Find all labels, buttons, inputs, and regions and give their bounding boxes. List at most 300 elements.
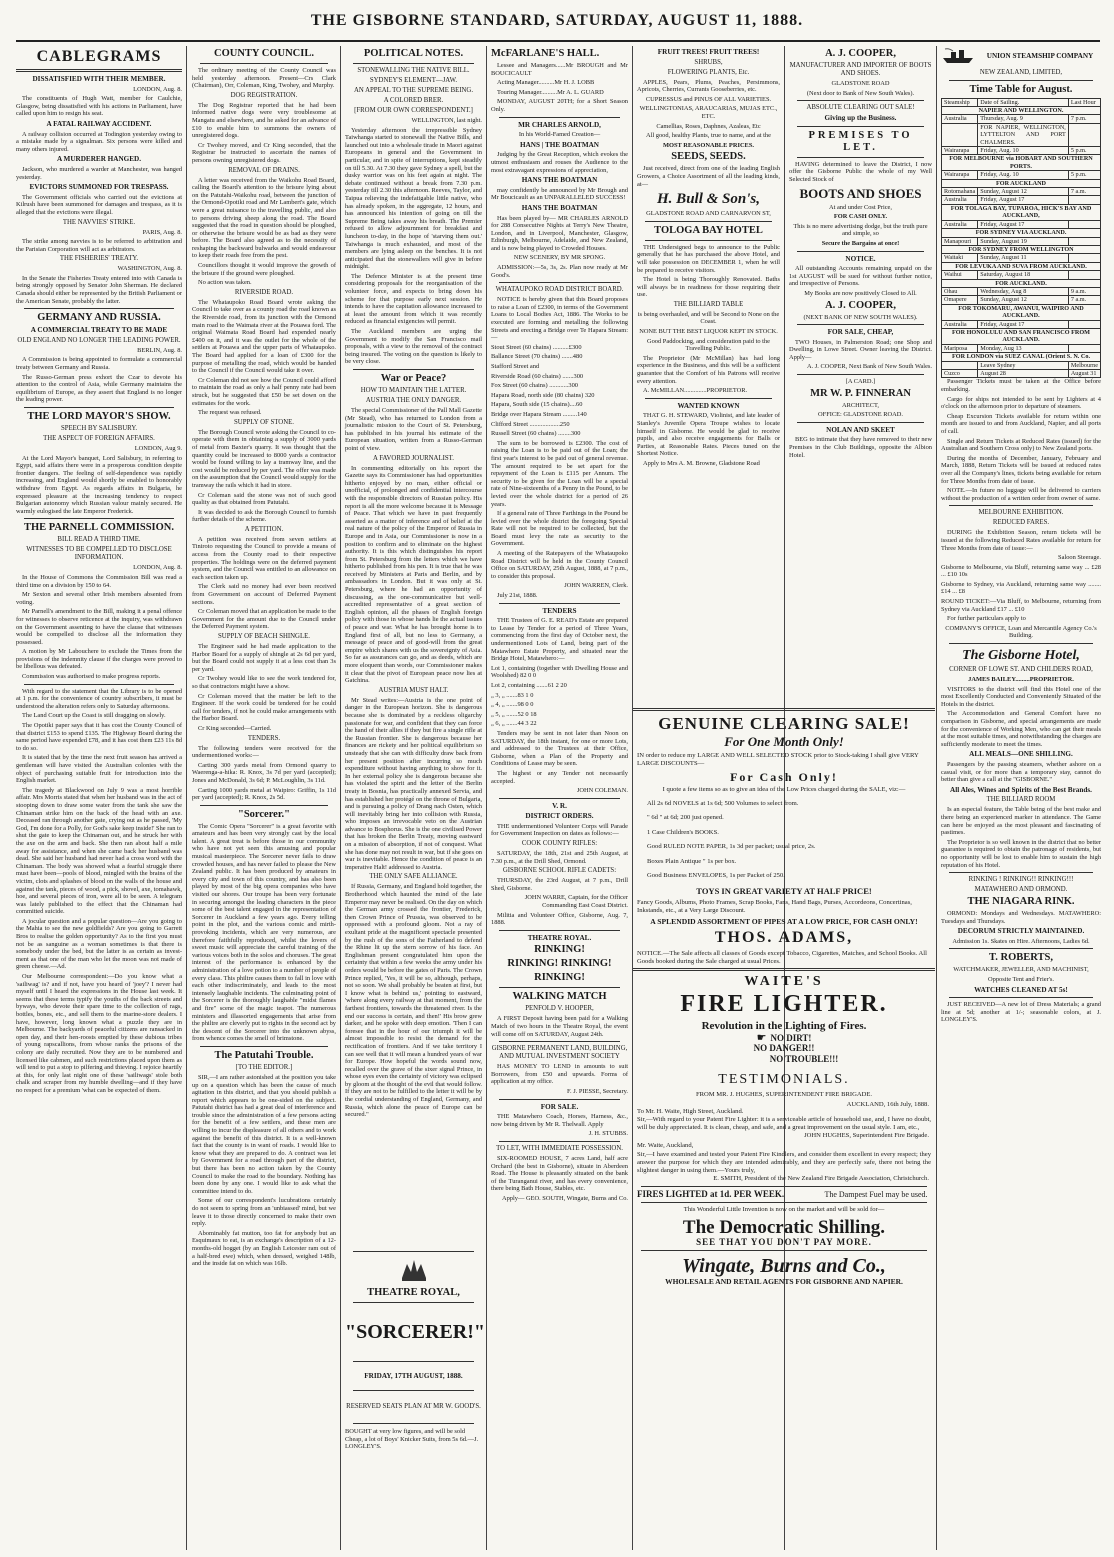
headline: A PETITION. <box>244 525 284 533</box>
divider <box>16 69 182 72</box>
paragraph: THURSDAY, the 23rd August, at 7 p.m., Drill Shed, Gisborne. <box>491 877 628 892</box>
paragraph: In commenting editorially on his report the Gazette says its Commissioner has had opportunities hitherto enjoyed by no man, either official or unofficial, of prolonged and confidential intercourse with the responsible directors of Russian policy. His report is all the more welcome because it is Message of Peace. That which we have in past frequently asserted as a matter of inference and of belief at the real nature of the policy of the Emperor of Russia in Europe and in Asia, our Commissioner is now in a position to confirm and to eliminate on the highest authority. It is this which distinguishes his report from St. Petersburg from the letters which we have hitherto published from his pen. It is true that he was received by Ministers at Paris and Berlin, and by ambassadors in London. But it was only at St. Petersburg, where he had an opportunity of discussing, as the one-communicative but well-accredited representative of a great section of English opinion, all the phases of English foreign policy with those in whose hands lie the actual issues of peace and war. What he has brought home is to England first of all, but no less to Germany, a message of peace and of good-will from the great empire which shares with us the sovereignty of Asia. So far as assurances can go, and as deeds, which are more eloquent than words, our Commissioner makes it clear that the pivot of European peace now lies at Gatchina. <box>345 464 482 685</box>
column-rule <box>340 46 341 1550</box>
table-cell: Waihui <box>942 271 978 279</box>
headline: WITNESSES TO BE COMPELLED TO DISCLOSE INFORMATION. <box>26 546 172 562</box>
divider <box>797 157 924 158</box>
paragraph: Our Melbourne correspondent:—Do you know what a 'sailiwag' is? and if not, have you heard of 'joey'? I never had myself until I heard the expressions in the House last week. It seems that these terms typify the youths of the back streets and byways, who devote their spare time to the collection of rags, bottles, bones, etc., and sell them to the marine-store dealers. I have, however, long known what a puzzle they are in Melbourne. The backyards of peaceful citizens are ransacked in open day, and their hen-roosts emptied by these dubious tribes of young rapscallions, from whose ranks the prisons of the colony are daily recruited. Now they are to be numbered and licensed like cabmen, and such restrictions placed upon them as will tend to put a stop to pilfering and thieving. I rejoice heartily at this, for only last night one of these 'sailiwags' stole both chalk and scraper from my humble dwelling—and if they have no respect for a premium 'what can be expected of them. <box>16 973 182 1094</box>
paragraph: The Land Court up the Coast is still dragging on slowly. <box>22 712 166 720</box>
paragraph: For further particulars apply to <box>947 615 1026 623</box>
fires-lighted-line <box>637 1188 931 1199</box>
divider <box>499 1141 620 1142</box>
masthead <box>0 0 1114 40</box>
table-cell <box>1068 320 1100 328</box>
signature: A. J. COOPER, Next Bank of New South Wales. <box>806 363 932 371</box>
table-row <box>942 123 1101 146</box>
masthead-title: THE GISBORNE STANDARD, SATURDAY, AUGUST 11, 1888. <box>310 12 804 29</box>
divider <box>24 684 174 685</box>
text-line: [A CARD.] <box>845 378 876 386</box>
steamship-icon <box>941 46 975 67</box>
signature: Apply— GEO. SOUTH, Wingate, Burns and Co. <box>501 1194 628 1202</box>
paragraph: Passengers by the passing steamers, whether ashore on a casual visit, or for more than a temporary stay, cannot do better than give a call at the "GISBORNE." <box>941 760 1101 784</box>
headline: RINKING! <box>534 944 585 956</box>
timetable <box>941 98 1101 379</box>
table-row <box>942 328 1101 344</box>
table-header: Steamship <box>942 98 978 106</box>
table-row <box>942 279 1101 287</box>
text-line: is being overhauled, and will be Second to None on the Coast. <box>637 310 780 326</box>
divider <box>353 1361 474 1362</box>
dateline: LONDON, Aug 9. <box>134 445 182 452</box>
paragraph: NOTICE is hereby given that this Board proposes to raise a Loan of £2300, in terms of the Government Loans to Local Bodies Act, 1886. The Works to be executed are forming and metalling the following Streets and erecting a Bridge over Te Hapara Stream:— <box>491 296 628 342</box>
table-row <box>942 353 1101 361</box>
text-line: MONDAY, AUGUST 20TH; for a Short Season Only. <box>491 98 628 113</box>
paragraph: THAT G. H. STEWARD, Violinist, and late leader of Stanley's Juvenile Opera Troupe wishes to locate himself in Gisborne. He would be glad to receive pupils, and also receive engagements for Balls or Parties, at Reasonable Rates. Pieces tuned on the Shortest Notice. <box>637 412 780 458</box>
section-title: POLITICAL NOTES. <box>363 48 464 59</box>
table-cell: Wednesday, Aug 8 <box>978 287 1069 295</box>
paragraph: If a general rate of Three Farthings in the Pound be levied over the whole district the foregoing Special Rate will not be required to be collected, but the Board must levy the rate as security to the Government. <box>491 510 628 548</box>
signature: F. J. PIESSE, Secretary. <box>566 1087 628 1095</box>
paragraph: Sir,—I have examined and tested your Patent Fire Kindlers, and consider them excellent in every respect; they answer the purpose for which they are intended admirably, and they are perfectly safe, there not being the slightest danger in using them.—Yours truly, <box>637 1151 931 1174</box>
headline: WALKING MATCH <box>512 991 607 1003</box>
fares-list <box>941 564 1101 614</box>
headline: RINKING! <box>534 972 585 984</box>
headline: H. Bull & Son's, <box>657 191 760 208</box>
column-theatre-notices <box>491 46 628 1550</box>
headline: ALL MEALS—ONE SHILLING. <box>969 750 1073 759</box>
text-line: (Next door to Bank of New South Wales). <box>806 89 915 97</box>
sale-item: Good RULED NOTE PAPER, 1s 3d per packet; usual price, 2s. <box>647 843 816 851</box>
text-line: GLADSTONE ROAD <box>831 80 890 87</box>
paragraph: Cheap Excursion Tickets available for return within one month are issued to and from Auckland, Napier, and all ports of call. <box>941 412 1101 435</box>
paragraph: BEG to intimate that they have removed to their new Premises in the Club Buildings, opposite the Albion Hotel. <box>789 436 932 459</box>
paragraph: may confidently be announced by Mr Brough and Mr Boucicault as an UNPARALLELED SUCCESS! <box>491 186 628 202</box>
headline: Time Table for August. <box>969 83 1073 95</box>
divider <box>797 100 924 101</box>
table-cell: 5 p.m. <box>1068 171 1100 179</box>
divider <box>645 240 772 241</box>
paragraph: If Russia, Germany, and England hold together, the Brotherhood which haunted the mind of the late Emperor may never be realised. On the day on which the German army crossed the frontier, Frederick, then Crown Prince of Prussia, was observed to be oppressed with a profound gloom. Not a ray of exultant pride at the magnificent spectacle presented by the rush of the sons of the Fatherland to defend the Rhine lit up the stern sorrow of his face. An Englishman present congratulated him upon the certainty that within a few weeks the army under his orders would be before the gates of Paris. The Crown Prince replied, 'Yes, it will be so, although, perhaps, not so soon. We shall probably be beaten at first, but I know what is behind us,' pointing to eastward, 'where along every railway at that moment, from the farthest frontiers, towards the threatened river. Is the end our success is certain, and then!' His brow grew darker, and he spoke with deep emotion. 'Then I can foresee that in the hour of our triumph it will be almost impossible to resist the demand for the rectification of frontiers. And if we take territory I can see well that it will mean a hundred years of war for Europe. How hopeful the words sound now, recalled over the grave of the sixer signal Prince, in whose eyes even the certainty of victory was eclipsed by gloom at the thought of the evil that would follow. If they are not to be fulfilled to the letter it will be by the cordial understanding of England, Germany, and Russia, which alone the peace of Europe can be secured." <box>345 883 483 1119</box>
text-line: (NEXT BANK OF NEW SOUTH WALES). <box>803 313 918 321</box>
table-cell: Waitaki <box>942 254 978 262</box>
paragraph: Cargo for ships not intended to be sent by Lighters at 4 o'clock on the afternoon prior to departure of steamers. <box>941 395 1101 411</box>
table-row <box>942 237 1101 245</box>
text-line: Good Paddocking, and consideration paid to the Travelling Public. <box>647 337 770 353</box>
paragraph: Carting 1000 yards metal at Waipiro: Griffin, 1s 11d per yard (accepted); R. Knox, 2s 5d. <box>192 786 336 802</box>
paragraph: In the House of Commons the Commission Bill was read a third time on a division by 150 to 64. <box>16 573 182 589</box>
table-cell: Australia <box>942 220 978 228</box>
table-cell: Friday, Aug. 10 <box>978 171 1069 179</box>
lot-item: Lot 2, containing .......61 2 20 <box>491 681 567 689</box>
paragraph: SIR,—I am rather astonished at the position you take up on a question which has been the cause of much agitation in this district, and that you should publish a report which appears to be one-sided on the subject. Patutahi district has had a great deal of interference and trouble since the administration of a few persons acting for the benefit of a few settlers, and these men are willing to incur the displeasure of all others and to work against the benefit of this district. It is a well-known fact that the county is in want of roads. I would like to know what they are prepared to do. A contract was let by Government for a road through part of the district, but there has been no action taken by the County Council to make the road to the boundary. Nothing has been done by any one. I would like to ask what the committee intend to do. <box>192 1073 336 1195</box>
lot-item: „ 5, „ .......52 0 18 <box>491 710 537 718</box>
headline: A. J. COOPER, <box>825 299 896 311</box>
paragraph: A jocular question and a popular question—Are you going to the Mahia to see the new goldfields? Are you going to Garrett Bros to realise the golden opportunity? As to the first you must not be as sanguine as a woman sometimes is that there is somebody under the bed, but the latter is as certain as invest-ment as that one of the man who let the moon was not made of green cheese.—Ad. <box>16 917 182 971</box>
signature: J. H. STUBBS. <box>588 1130 628 1138</box>
paragraph: IN order to reduce my LARGE AND WELL SELECTED STOCK prior to Stock-taking I shall give VERY LARGE DISCOUNTS— <box>637 752 919 767</box>
text-line: MOST REASONABLE PRICES. <box>663 141 754 149</box>
divider <box>641 1250 927 1251</box>
table-cell: Wairarapa <box>942 171 978 179</box>
headline: THE NAVVIES' STRIKE. <box>62 218 136 226</box>
paragraph: This Wonderful Little Invention is now on the market and will be sold for— <box>683 1206 885 1214</box>
headline: DISSATISFIED WITH THEIR MEMBER. <box>32 75 166 83</box>
table-cell: Sunday, August 19 <box>978 237 1069 245</box>
headline: Giving up the Business. <box>824 114 897 123</box>
table-cell: Sunday, August 12 <box>978 188 1069 196</box>
divider <box>645 398 772 399</box>
paragraph: ORMOND: Mondays and Wednesdays. MATAWHERO: Tuesdays and Thursdays. <box>941 910 1101 925</box>
dateline: WELLINGTON, last night. <box>411 117 482 124</box>
table-cell: Rotomahana <box>942 188 978 196</box>
column-county-council <box>192 46 336 1550</box>
divider <box>353 1251 474 1252</box>
divider <box>633 968 935 971</box>
paragraph: Cr Twohey moved, and Cr King seconded, that the Registrar be instructed to ascertain the names of persons owning unregistered dogs. <box>192 141 336 164</box>
paragraph: With regard to the statement that the Library is to be opened at 1 p.m. for the convenience of country subscribers, it must be understood the alteration refers only to Saturday afternoons. <box>16 687 182 710</box>
signature: A. McMILLAN..............PROPRIETOR. <box>643 387 748 395</box>
table-cell: Thursday, Aug. 9 <box>978 115 1069 123</box>
paragraph: Is an especial feature, the Table being of the best make and there being an experienced marker in attendance. The Game can here be enjoyed as the most pleasant and fascinating of pastimes. <box>941 806 1101 837</box>
paragraph: A railway collision occurred at Todington yesterday owing to a mistake made by a signalman. Six persons were killed and many others injured. <box>16 130 182 153</box>
headline: TENDERS. <box>247 734 281 742</box>
paragraph: Tenders may be sent in not later than Noon on SATURDAY, the 18th instant, for one or more Lots, and addressed to the Trustees at their Office, Gisborne, when a Plan of the Property and Conditions of Lease may be seen. <box>491 729 628 768</box>
paragraph: THE undermentioned Volunteer Corps will Parade for Government Inspection on dates as follows:— <box>491 822 628 838</box>
headline: TENDERS <box>542 606 577 615</box>
sale-item: 1 Case Children's BOOKS. <box>647 828 719 836</box>
headline: TOYS IN GREAT VARIETY AT HALF PRICE! <box>696 886 872 897</box>
divider <box>633 708 935 711</box>
headline: COOK COUNTY RIFLES: <box>521 840 598 848</box>
headline: REDUCED FARES. <box>992 519 1050 527</box>
headline: BILL READ A THIRD TIME. <box>57 536 141 544</box>
column-cooper-ads <box>789 46 932 701</box>
headline: THE ASPECT OF FOREIGN AFFAIRS. <box>43 435 155 442</box>
headline: AUSTRIA THE ONLY DANGER. <box>365 397 462 404</box>
paragraph: The Engineer said he had made application to the Harbor Board for a supply of shingle at 2s 6d per yard, but the Board could not supply it at a less cost than 3s per yard. <box>192 643 336 673</box>
signature: JOHN WARREN, Clerk. <box>564 582 628 590</box>
headline: THEATRE ROYAL, <box>367 1286 460 1298</box>
headline: THEATRE ROYAL. <box>527 933 592 942</box>
text-line: NEW SCENERY, BY MR SPONG. <box>513 254 606 262</box>
route-heading: FOR SYDNEY FROM WELLINGTON <box>942 245 1101 253</box>
headline: AUSTRIA MUST HALT. <box>378 686 449 694</box>
paragraph: The Defence Minister is at the present time considering proposals for the reorganisation of the volunteer force, and expects to bring down his scheme for that purpose early next session. He intends to have the capitation allowance increased to at least the amount from which it was recently reduced as financial exigencies will permit. <box>345 272 482 326</box>
headline: STONEWALLING THE NATIVE BILL. <box>357 67 470 74</box>
table-row <box>942 171 1101 179</box>
table-cell: 9 a.m. <box>1068 287 1100 295</box>
paragraph: Judging by the Great Reception, which evokes the utmost enthusiasm and rouses the Audience to the most extravagant expressions of appreciation, <box>491 151 628 174</box>
paragraph: The Opotiki paper says that it has cost the County Council of that district £153 to spend £135. The Highway Board during the same period have expended £78, and it has cost them £23 11s 8d to do so. <box>16 722 182 752</box>
fire-lighter-ad <box>633 965 935 1550</box>
text-line: At and under Cost Price, <box>828 203 892 211</box>
headline: All Ales, Wines and Spirits of the Best Brands. <box>950 785 1092 794</box>
column-shipping <box>941 46 1101 1550</box>
table-cell: Leave Sydney <box>978 361 1069 369</box>
table-cell <box>1068 237 1100 245</box>
table-header: Date of Sailing. <box>978 98 1069 106</box>
paragraph: HAVING determined to leave the District, I now offer the Gisborne Public the whole of my Well Selected Stock of <box>789 160 932 183</box>
paragraph: Apply to Mrs A. M. Browne, Gladstone Road <box>643 459 760 467</box>
table-cell <box>1068 271 1100 279</box>
sale-item: Good Business ENVELOPES, 1s per Packet of 250. <box>647 871 785 879</box>
slogan: NO DIRT! <box>770 1033 812 1043</box>
table-cell: Saturday, August 18 <box>978 271 1069 279</box>
headline: THE PARNELL COMMISSION. <box>23 522 175 534</box>
divider <box>499 1099 620 1100</box>
divider <box>641 1186 927 1187</box>
divider <box>797 251 924 252</box>
headline: WAITE'S <box>744 974 824 989</box>
section-title: McFARLANE'S HALL. <box>491 48 600 59</box>
table-cell: Australia <box>942 320 978 328</box>
paragraph: Commission was authorised to make progress reports. <box>22 673 161 681</box>
dateline: BERLIN, Aug. 8. <box>137 346 182 354</box>
paragraph: Jackson, who murdered a warder at Manchester, was hanged yesterday. <box>16 165 182 181</box>
table-row <box>942 262 1101 270</box>
section-title-cablegrams: CABLEGRAMS <box>36 48 162 65</box>
headline: ABSOLUTE CLEARING OUT SALE! <box>806 104 915 112</box>
signature: JOHN WARRE, Captain, for the Officer Commanding East Coast District. <box>524 894 628 910</box>
sale-item: " 6d " at 6d; 200 just opened. <box>647 814 724 822</box>
paragraph: In the Senate the Fisheries Treaty entered into with Canada is being strongly opposed by Senator John Sherman. He declared Canada should either be represented by the British Parliament or the American Senate, probably the latter. <box>16 274 182 305</box>
paragraph: The Clerk said no money had ever been received from Government on account of Deferred Payment sections. <box>192 583 336 606</box>
headline: Wingate, Burns and Co., <box>682 1254 886 1277</box>
table-row <box>942 204 1101 220</box>
text-line: WHOLESALE AND RETAIL AGENTS FOR GISBORNE AND NAPIER. <box>665 1276 903 1286</box>
paragraph: To Mr. H. Waite, High Street, Auckland. <box>637 1108 744 1116</box>
headline: FIRE LIGHTER. <box>680 991 888 1017</box>
paragraph: The Whataupoko Road Board wrote asking the Council to take over as a county road the road known as the Riverside road, from its junction with the Ormond main road to the Waimata river at the Pouawa ford. The original Waimata Road Board had expended nearly £400 on it, and it was the outlet for the whole of the settlers at Pouawa and the upper parts of Whataupoko. The Board had applied for a loan of £300 for the purpose of metalling the road, which would be handed to the Council if the Council would take it over. <box>192 298 336 375</box>
works-item: Stout Street (60 chains) ..........£300 <box>491 343 582 351</box>
headline: SUPPLY OF BEACH SHINGLE. <box>218 633 310 640</box>
works-item: Fox Street (60 chains) ............300 <box>491 382 578 390</box>
divider <box>949 948 1093 949</box>
headline: DISTRICT ORDERS. <box>525 812 594 821</box>
divider <box>797 374 924 375</box>
table-cell: 7 a.m. <box>1068 188 1100 196</box>
text-line: GLADSTONE ROAD AND CARNARVON ST, <box>646 210 771 218</box>
divider <box>353 1302 474 1303</box>
paragraph: Abominably fat mutton, too fat for anybody but an Esquimaux to eat, is an exchange's description of a 12-months-old hogget (by an English Leicester ram out of a half-bred ewe) which, when dressed, weighed 148lb, and the inside fat on which was 16lb. <box>192 1229 336 1268</box>
table-row <box>942 179 1101 187</box>
paragraph: The Proprietor is so well known in the district that no better guarantee is required to obtain the patronage of residents, but no opportunity will be lost to enable him to sustain the high reputation of his Hotel. <box>941 838 1101 869</box>
paragraph: A meeting of the Ratepayers of the Whataupoko Road District will be held in the County Council Office on SATURDAY, 25th August, 1888, at 7 p.m., to consider this proposal. <box>491 550 628 580</box>
table-header: Last Hour <box>1068 98 1100 106</box>
fare-item: Gisborne to Sydney, via Auckland, returning same way ........£14 ... £8 <box>941 580 1101 596</box>
text-line: Touring Manager..........Mr A. L. GUARD <box>497 88 604 96</box>
headline: T. ROBERTS, <box>989 952 1053 964</box>
lot-item: Lot 1, containing (together with Dwelling House and Woolshed) 82 0 0 <box>491 664 628 680</box>
table-row <box>942 254 1101 262</box>
dateline: AUCKLAND, 16th July, 1888. <box>846 1100 929 1108</box>
table-cell <box>942 123 978 146</box>
paragraph: SIX-ROOMED HOUSE, 7 acres Land, half acre Orchard (the best in Gisborne), situate in Aberdeen Road. The House is pleasantly situated on the bank of the Turanganui river, and has every convenience, there being Bath House, Stables, etc. <box>491 1154 628 1193</box>
divider <box>353 369 474 370</box>
paragraph: I quote a few items so as to give an idea of the Low Prices charged during the SALE, viz:— <box>662 785 906 793</box>
works-item: Ballance Street (70 chains) .......480 <box>491 353 583 361</box>
divider <box>949 997 1093 998</box>
text-line: JAMES BAILEY.........PROPRIETOR. <box>968 676 1074 684</box>
headline: RESERVED SEATS PLAN AT MR W. GOOD'S. <box>346 1403 481 1411</box>
divider <box>499 282 620 283</box>
section-title: COUNTY COUNCIL. <box>214 48 314 59</box>
divider <box>949 505 1093 506</box>
works-item: Hapara Road, north side (80 chains) 320 <box>491 391 595 399</box>
table-cell: Sunday, August 12 <box>978 296 1069 304</box>
headline: The Gisborne Hotel, <box>962 648 1080 664</box>
divider <box>499 603 620 604</box>
headline: FLOWERING PLANTS, Etc. <box>667 68 750 76</box>
lots-list <box>491 665 628 728</box>
route-heading: FOR TOKOMARU, AWANUI, WAIPIRO AND AUCKLAND. <box>942 304 1101 320</box>
divider <box>797 324 924 325</box>
slogan: NO TROUBLE!!! <box>769 1053 839 1064</box>
divider <box>949 643 1093 644</box>
lot-item: „ 6, „ .......44 3 22 <box>491 720 537 728</box>
headline: NEW ZEALAND, LIMITED, <box>979 68 1063 76</box>
text-line: FROM MR. J. HUGHES, SUPERINTENDENT FIRE BRIGADE. <box>695 1090 873 1098</box>
headline: HANS THE BOATMAN <box>521 176 598 185</box>
text-line: In his World-Famed Creation— <box>518 131 601 139</box>
text-line: CUPRESSUS and PINUS OF ALL VARIETIES. <box>645 95 772 103</box>
paragraph: At the Lord Mayor's banquet, Lord Salisbury, in referring to Egypt, said affairs there were in a prosperous condition despite frontier dangers. The feeling of self-dependence was rapidly increasing, and England would shortly be enabled to honorably withdraw from Egypt. As regards affairs in Bulgaria, he expressed pleasure at the increasing tendency to respect Bulgarian autonomy which Russian valour mainly secured. He warmly eulogised the late Emperor Frederick. <box>16 454 182 515</box>
text-line: The Dampest Fuel may be used. <box>824 1189 928 1199</box>
table-cell: 5 p.m. <box>1068 147 1100 155</box>
headline: DECORUM STRICTLY MAINTAINED. <box>957 927 1085 936</box>
paragraph: A petition was received from seven settlers at Tiniroto requesting the Council to provide a means of access from the County road to their respective properties. The holdings were on the deferred payment system, and the Council was entitled to an allowance on each section taken up. <box>192 535 336 581</box>
table-cell: Australia <box>942 196 978 204</box>
headline: PENFOLD V. HOOPER, <box>525 1005 594 1013</box>
paragraph: The Proprietor (Mr McMillan) has had long experience in the Business, and this will be a sufficient guarantee that the Comfort of his Patrons will receive every attention. <box>637 354 780 385</box>
headline: HANS | THE BOATMAN <box>520 140 599 149</box>
signature: JOHN COLEMAN. <box>576 787 628 795</box>
table-cell: Mariposa <box>942 344 978 352</box>
headline: FIRES LIGHTED at 1d. PER WEEK. <box>637 1188 785 1199</box>
headline: TOLOGA BAY HOTEL <box>654 224 763 236</box>
paragraph: The Comic Opera "Sorcerer" is a great favorite with amateurs and has been very strongly cast by the local talent. A great treat is before those in our community who have not yet seen this amusing and popular musical masterpiece. The Sorcerer never fails to draw crowded houses, and has never failed to please the New Zealand public. It has been produced by amateurs in every city and town of this country, and has also been played by most of the big opera companies who have visited our shores. Our troupe has been very fortunate in securing amongst the leading characters in the piece some of the best talent engaged in the representation of Sorcerer in Auckland a few years ago. Every telling point in the plot, and the various comic and mirth-provoking incidents, which are very numerous, are therefore faithfully reproduced, whilst the lovers of sweet music will appreciate the careful training of the various voices both in the solos and choruses. The great interest of the performance is enhanced by the administration of a love potion to a number of people of every class. This philtre causes them to fall in love with each other indiscriminately, and leads to the most intensely laughable incidents. The culminating point of the Sorcerer is the thoroughly laughable "midst flames and fire" scene of the magic teapot. The numerous ministers and illassorted engagements that arise from the philtre are cleverly put to rights in the second act by the descent of the Sorcerer into the unknown abyss, from whence comes the smell of brimstone. <box>192 822 336 1043</box>
paragraph: It was decided to ask the Borough Council to furnish further details of the scheme. <box>192 508 336 524</box>
lot-item: „ 4, „ .......98 0 0 <box>491 701 534 709</box>
paragraph: Fancy Goods, Albums, Photo Frames, Scrap Books, Fans, Hand Bags, Purses, Accordeons, Concertinas, Inkstands, etc., at a Very Large Discount. <box>637 899 912 915</box>
sale-item: Boxes Plain Antique " 1s per box. <box>647 857 737 865</box>
headline: CORNER OF LOWE ST. AND CHILDERS ROAD, <box>949 666 1093 674</box>
works-item: Bridge over Hapara Stream .........140 <box>491 410 587 418</box>
headline: THE LORD MAYOR'S SHOW. <box>27 411 171 422</box>
paragraph: The Government officials who carried out the evictions at Kilrush have been summoned for damages and trespass, as it is alleged that the evictions were illegal. <box>16 193 182 216</box>
headline: THE BILLIARD TABLE <box>673 300 744 308</box>
headline: HANS THE BOATMAN <box>521 203 598 212</box>
paragraph: TWO Houses, in Palmerston Road; one Shop and Dwelling, in Lowe Street. Owner leaving the District. Apply— <box>789 338 932 361</box>
route-heading: FOR MELBOURNE via HOBART AND SOUTHERN PORTS. <box>942 155 1101 171</box>
headline: EVICTORS SUMMONED FOR TRESPASS. <box>29 183 169 192</box>
works-item: Hapara, South side (15 chains)....60 <box>491 401 583 409</box>
headline: For Cash Only! <box>730 769 838 784</box>
paragraph: A letter was received from the Waikohu Road Board, calling the Board's attention to the brisure lying about on the Patutahi-Waikohu road, between the junction of the Ormond-Opotiki road and Mr Lambert's gate, which were a great nuisance to the travelling public, and also to persons driving sheep along the road. The Board suggested that the road in question should be ploughed, or otherwise the brisure would be as bad as they were before. The Board also agreed as to the necessity of reshaping the backward bulwarks and would endeavour to keep their roads free from the pest. <box>192 176 336 260</box>
paragraph: Cr Coleman moved that an application be made to the Government for the amount due to the Council under the Deferred Payment system. <box>192 608 336 631</box>
text-line: ARCHITECT, <box>842 401 879 409</box>
clearing-sale-ad <box>633 705 935 966</box>
headline: WANTED KNOWN <box>677 401 740 410</box>
text-line: My Books are now positively Closed to All. <box>804 289 917 297</box>
sorcerer-ad <box>345 1248 485 1550</box>
headline: THE NIAGARA RINK. <box>967 896 1075 908</box>
paragraph: HAS MONEY TO LEND in amounts to suit Borrowers, from £50 and upwards. Forms of application at my office. <box>491 1063 628 1086</box>
paragraph: Passenger Tickets must be taken at the Office before embarking. <box>941 378 1101 393</box>
pointing-hand-icon: ☛ <box>756 1032 767 1044</box>
column-rule <box>186 46 187 1550</box>
text-line: Opposite Tent and Frier's. <box>988 976 1054 984</box>
paragraph: A FIRST Deposit having been paid for a Walking Match of two hours in the Theatre Royal, the event will come off on SATURDAY, August 24th. <box>491 1015 628 1038</box>
paragraph: Single and Return Tickets at Reduced Rates (issued) for the Australian and Southern Cross only) to New Zealand ports. <box>941 437 1101 453</box>
table-cell <box>1068 196 1100 204</box>
paragraph: Sir,—With regard to your Patent Fire Lighter: it is a serviceable article of household use, and, I have no doubt, will be duly appreciated. It is clean, cheap, and safe, and a great improvement on the usual style. I am, etc., <box>637 1116 931 1131</box>
table-cell: Friday, August 17 <box>978 320 1069 328</box>
headline: SUPPLY OF STONE. <box>234 418 294 426</box>
paragraph: THE Trustees of G. E. READ's Estate are prepared to Lease by Tender for a period of Three Years, commencing from the first day of October next, the undermentioned Lots of Land, being part of the Matawhero Estate Property, and situated near the Bridge Hotel, Matawhero:— <box>491 617 628 663</box>
table-row <box>942 287 1101 295</box>
table-cell: FOR NAPIER, WELLINGTON, LYTTELTON AND PORT CHALMERS. <box>978 123 1069 146</box>
paragraph: Cr Coleman moved that the matter be left to the Engineer. If the work could be tendered for he could call for tenders, if not he could make arrangements with the Harbor Board. <box>192 692 336 723</box>
works-item: Stafford Street and <box>491 363 540 370</box>
headline: NOTICE. <box>845 254 876 263</box>
table-cell <box>1068 344 1100 352</box>
fare-item: Gisborne to Melbourne, via Bluff, returning same way ... £28 ... £10 10s <box>941 563 1101 579</box>
paragraph: All outstanding Accounts remaining unpaid on the 1st AUGUST will be sued for without further notice, and irrespective of Persons. <box>789 265 932 288</box>
paragraph: The Dog Registrar reported that he had been informed native dogs were very troublesome at Mangatu and elsewhere, and he asked for an advance of £10 to enable him to summons the owners of unregistered dogs. <box>192 101 336 140</box>
headline: FRIDAY, 17TH AUGUST, 1888. <box>364 1371 463 1380</box>
divider <box>24 518 174 519</box>
headline: The Democratic Shilling. <box>682 1217 886 1239</box>
route-heading: FOR SYDNEY VIA AUCKLAND. <box>942 229 1101 237</box>
headline: For One Month Only! <box>724 734 844 749</box>
table-cell <box>1068 123 1100 146</box>
paragraph: The special Commissioner of the Pall Mall Gazette (Mr Stead), who has returned to London from a journalistic mission to the Court of St. Petersburg, has published in his journal his estimate of the European situation, written from a Russo-German point of view. <box>345 407 482 452</box>
route-heading: NAPIER AND WELLINGTON. <box>942 107 1101 115</box>
table-row <box>942 107 1101 115</box>
headline: RINKING ! RINKING!! RINKING!!! <box>968 876 1074 884</box>
table-cell: Cuzco <box>942 370 978 378</box>
text-line: WATCHMAKER, JEWELLER, AND MACHINIST, <box>953 966 1089 974</box>
table-cell: Omapere <box>942 296 978 304</box>
table-row <box>942 271 1101 279</box>
table-row <box>942 344 1101 352</box>
paragraph: SATURDAY, the 18th, 21st and 25th August, at 7.30 p.m., at the Drill Shed, Ormond. <box>491 850 628 865</box>
table-row <box>942 370 1101 378</box>
headline: FOR SALE. <box>540 1102 579 1111</box>
headline: SPEECH BY SALISBURY. <box>60 425 138 432</box>
divider <box>499 1041 620 1042</box>
paragraph: Cr King seconded—Carried. <box>198 724 272 732</box>
table-cell: Sunday, August 11 <box>978 254 1069 262</box>
table-row <box>942 196 1101 204</box>
headline: THE BILLIARD ROOM <box>986 796 1056 804</box>
headline: A FATAL RAILWAY ACCIDENT. <box>46 119 152 128</box>
paragraph: THE Undersigned begs to announce to the Public generally that he has purchased the above Hotel, and will take possession on DECEMBER 1, when he will be prepared to receive visitors. <box>637 243 780 274</box>
table-cell <box>1068 254 1100 262</box>
paragraph: Some of our correspondent's lucubrations certainly do not seem to spring from an 'unbiassed' mind, but we leave it to those directly concerned to make their own reply. <box>192 1197 336 1228</box>
sale-item: All 2s 6d NOVELS at 1s 6d; 500 Volumes to select from. <box>647 799 799 807</box>
table-cell: Friday, August 17 <box>978 220 1069 228</box>
headline: A COLORED BRER. <box>383 97 444 104</box>
paragraph: VISITORS to the district will find this Hotel one of the most Excellently Conducted and Conveniently Situated of the Hotels in the district. <box>941 685 1101 708</box>
text-line: This is no mere advertising dodge, but the truth pure and simple, so <box>793 222 928 238</box>
paragraph: The Hotel is being Thoroughly Renovated. Baths will always be in readiness for those requiring their use. <box>637 276 780 299</box>
table-cell <box>1068 220 1100 228</box>
table-row <box>942 229 1101 237</box>
table-cell: 7 a.m. <box>1068 296 1100 304</box>
route-heading: FOR HONOLULU AND SAN FRANCISCO FROM AUCKLAND. <box>942 328 1101 344</box>
